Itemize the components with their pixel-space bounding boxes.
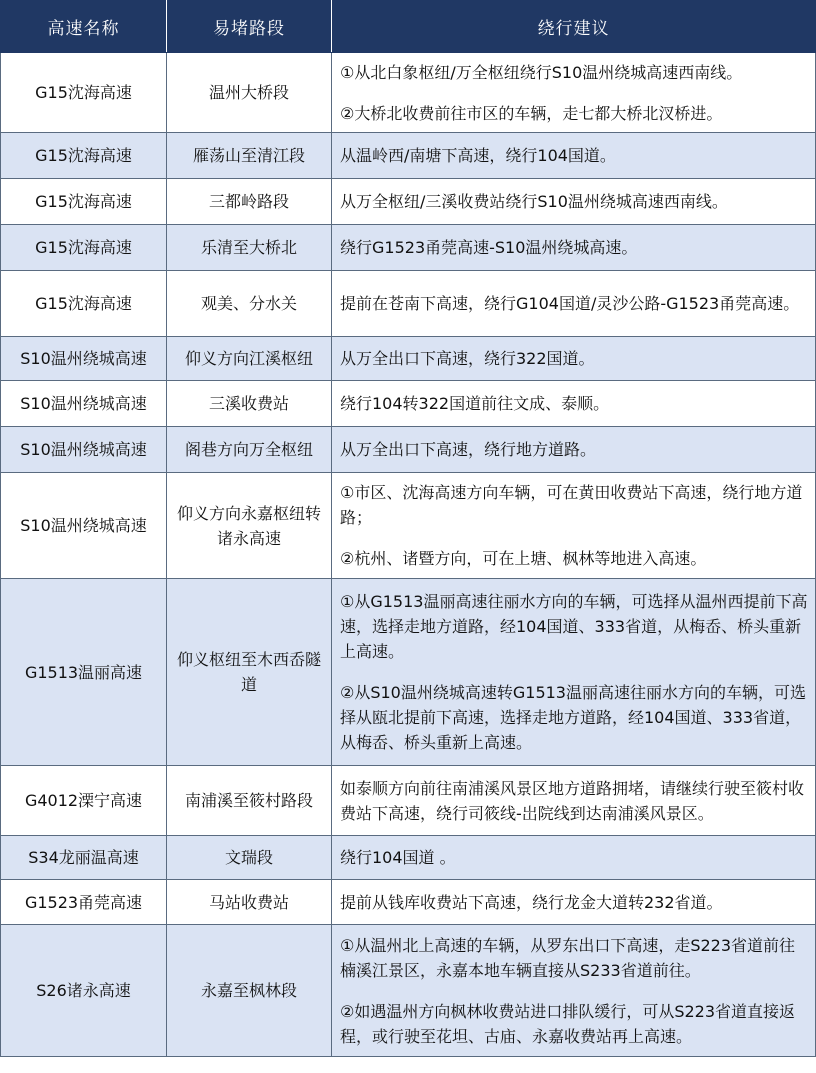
segment-cell: 阁巷方向万全枢纽 [167, 427, 332, 473]
advice-cell [332, 53, 816, 133]
advice-paragraph: ②如遇温州方向枫林收费站进口排队缓行，可从S223省道直接返程，或行驶至花坦、古庙、永嘉收费站再上高速。 [340, 1001, 796, 1046]
advice-cell [332, 381, 816, 427]
advice-paragraph: 从温岭西/南塘下高速，绕行104国道。 [340, 146, 616, 165]
advice-cell [332, 836, 816, 880]
segment-cell: 仰义方向永嘉枢纽转诸永高速 [167, 473, 332, 579]
advice-paragraph: ①从温州北上高速的车辆，从罗东出口下高速，走S223省道前往楠溪江景区，永嘉本地车辆直接从S233省道前往。 [340, 935, 796, 980]
advice-paragraph: 提前在苍南下高速，绕行G104国道/灵沙公路-G1523甬莞高速。 [340, 294, 800, 313]
advice-cell [332, 925, 816, 1057]
highway-cell: G1513温丽高速 [1, 579, 167, 766]
highway-cell: G15沈海高速 [1, 179, 167, 225]
header-highway: 高速名称 [1, 1, 167, 53]
header-advice: 绕行建议 [332, 1, 816, 53]
table-row [1, 53, 816, 133]
advice-cell [332, 271, 816, 337]
advice-paragraph: ②从S10温州绕城高速转G1513温丽高速往丽水方向的车辆，可选择从瓯北提前下高速，选择走地方道路，经104国道、333省道，从梅岙、桥头重新上高速。 [340, 683, 806, 752]
highway-cell: G15沈海高速 [1, 133, 167, 179]
advice-cell [332, 766, 816, 836]
advice-paragraph: ①从G1513温丽高速往丽水方向的车辆，可选择从温州西提前下高速，选择走地方道路，经104国道、333省道，从梅岙、桥头重新上高速。 [340, 592, 808, 661]
segment-cell: 三都岭路段 [167, 179, 332, 225]
advice-paragraph: ①市区、沈海高速方向车辆，可在黄田收费站下高速，绕行地方道路； [340, 483, 803, 527]
table-row [1, 925, 816, 1057]
advice-cell [332, 473, 816, 579]
advice-paragraph: 从万全出口下高速，绕行322国道。 [340, 349, 595, 368]
advice-cell [332, 579, 816, 766]
highway-cell: S10温州绕城高速 [1, 427, 167, 473]
advice-paragraph: 如泰顺方向前往南浦溪风景区地方道路拥堵，请继续行驶至筱村收费站下高速，绕行司筱线-岀院线到达南浦溪风景区。 [340, 778, 805, 823]
table-row [1, 381, 816, 427]
segment-cell: 乐清至大桥北 [167, 225, 332, 271]
segment-cell: 文瑞段 [167, 836, 332, 880]
advice-cell [332, 880, 816, 925]
advice-cell [332, 427, 816, 473]
advice-paragraph: 提前从钱库收费站下高速，绕行龙金大道转232省道。 [340, 892, 723, 912]
segment-cell: 仰义方向江溪枢纽 [167, 337, 332, 381]
segment-cell: 永嘉至枫林段 [167, 925, 332, 1057]
advice-paragraph: ①从北白象枢纽/万全枢纽绕行S10温州绕城高速西南线。 [340, 62, 743, 82]
advice-cell [332, 225, 816, 271]
segment-cell: 观美、分水关 [167, 271, 332, 337]
highway-cell: G15沈海高速 [1, 271, 167, 337]
table-row [1, 179, 816, 225]
highway-cell: G15沈海高速 [1, 225, 167, 271]
table-row [1, 271, 816, 337]
highway-cell: S10温州绕城高速 [1, 337, 167, 381]
highway-cell: G15沈海高速 [1, 53, 167, 133]
highway-cell: G1523甬莞高速 [1, 880, 167, 925]
advice-paragraph: 绕行104转322国道前往文成、泰顺。 [340, 394, 610, 413]
table-row [1, 836, 816, 880]
advice-cell [332, 133, 816, 179]
segment-cell: 温州大桥段 [167, 53, 332, 133]
advice-paragraph: 绕行G1523甬莞高速-S10温州绕城高速。 [340, 238, 638, 257]
table-row [1, 579, 816, 766]
table-row [1, 880, 816, 925]
table-row [1, 337, 816, 381]
advice-cell [332, 337, 816, 381]
segment-cell: 南浦溪至筱村路段 [167, 766, 332, 836]
segment-cell: 三溪收费站 [167, 381, 332, 427]
advice-paragraph: 从万全枢纽/三溪收费站绕行S10温州绕城高速西南线。 [340, 192, 728, 211]
highway-cell: G4012溧宁高速 [1, 766, 167, 836]
segment-cell: 雁荡山至清江段 [167, 133, 332, 179]
highway-cell: S10温州绕城高速 [1, 381, 167, 427]
highway-cell: S34龙丽温高速 [1, 836, 167, 880]
table-row [1, 133, 816, 179]
header-segment: 易堵路段 [167, 1, 332, 53]
advice-cell [332, 179, 816, 225]
advice-paragraph: 绕行104国道 。 [340, 848, 456, 867]
highway-cell: S10温州绕城高速 [1, 473, 167, 579]
segment-cell: 仰义枢纽至木西岙隧道 [167, 579, 332, 766]
advice-paragraph: ②杭州、诸暨方向，可在上塘、枫林等地进入高速。 [340, 549, 707, 568]
segment-cell: 马站收费站 [167, 880, 332, 925]
table-row [1, 473, 816, 579]
table-row [1, 225, 816, 271]
advice-paragraph: 从万全出口下高速，绕行地方道路。 [340, 440, 597, 459]
advice-paragraph: ②大桥北收费前往市区的车辆，走七都大桥北汊桥进。 [340, 103, 723, 123]
table-row [1, 427, 816, 473]
table-row [1, 766, 816, 836]
header-row [1, 1, 816, 53]
highway-cell: S26诸永高速 [1, 925, 167, 1057]
